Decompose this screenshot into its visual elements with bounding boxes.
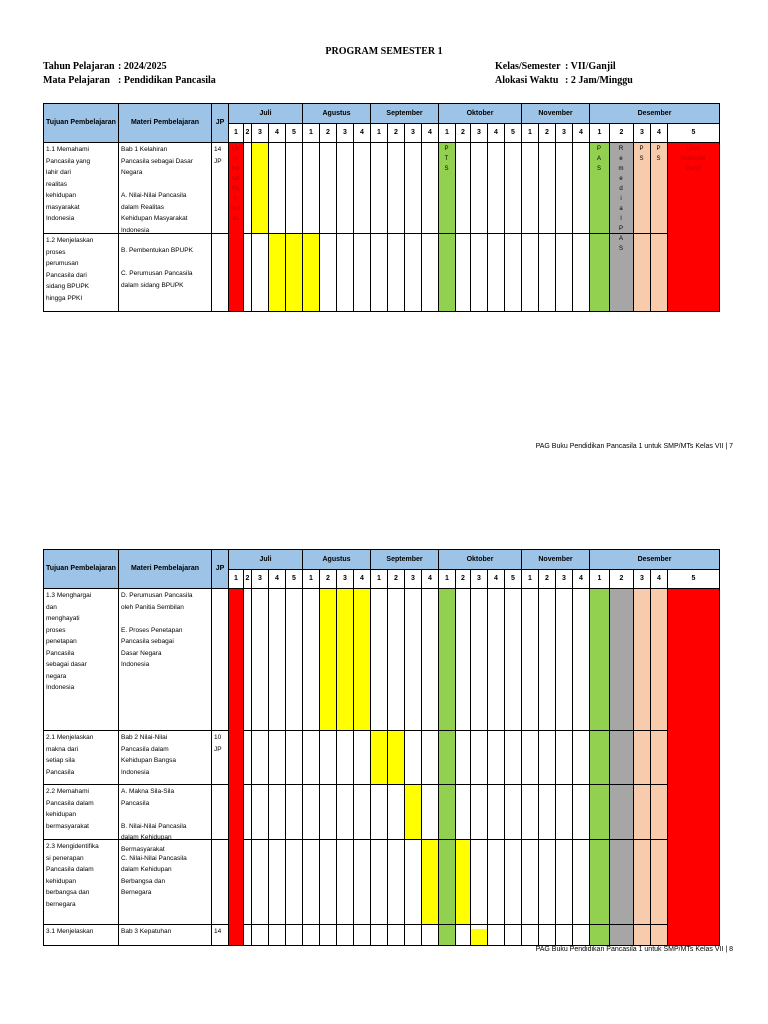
week-header: 1 — [589, 123, 610, 143]
week-header: 4 — [421, 123, 439, 143]
week-header: 4 — [268, 123, 286, 143]
materi-text — [121, 590, 213, 671]
week-header: 1 — [302, 123, 320, 143]
text-line — [121, 257, 213, 269]
week-header: 2 — [387, 123, 405, 143]
week-header: 3 — [470, 123, 488, 143]
month-header-september: September — [370, 549, 439, 570]
label-remedial-pas — [609, 144, 633, 254]
label-char: Ub — [231, 146, 240, 152]
grid-line — [118, 142, 119, 311]
label-char: n — [233, 196, 238, 202]
week-header: 1 — [370, 569, 388, 589]
week-header: 5 — [504, 123, 522, 143]
text-line: 2.1 Menjelaskan — [46, 734, 94, 741]
label-char: Libur — [686, 146, 700, 152]
grid-line — [438, 588, 439, 945]
text-line: Berbangsa dan — [121, 877, 166, 885]
page-footer: PAG Buku Pendidikan Pancasila 1 untuk SMP/MTs Kelas VII | 8 — [535, 946, 733, 953]
week-header: 3 — [555, 123, 573, 143]
text-line: Pancasila yang — [46, 157, 91, 165]
text-line: menghayati — [46, 615, 80, 622]
text-line: makna dari — [46, 745, 79, 753]
month-header-agustus: Agustus — [302, 103, 371, 124]
week-header: 5 — [667, 569, 720, 589]
text-line: proses — [46, 626, 66, 634]
week-header: 1 — [589, 569, 610, 589]
grid-line — [555, 588, 556, 945]
text-line: Bab 3 Kepatuhan — [121, 928, 172, 935]
column-header-jp: JP — [211, 549, 229, 589]
grid-line — [504, 142, 505, 311]
text-line: Kehidupan Masyarakat — [121, 215, 188, 222]
column-header-materi: Materi Pembelajaran — [118, 103, 212, 143]
text-line: 1.1 Memahami — [46, 146, 89, 153]
grid-line — [251, 588, 252, 945]
text-line: Bernegara — [121, 889, 152, 896]
week-header: 3 — [251, 569, 269, 589]
label-char: Ke — [231, 186, 240, 192]
grid-line — [336, 588, 337, 945]
grid-line — [302, 588, 303, 945]
grid-line — [538, 588, 539, 945]
week-header: 4 — [353, 123, 371, 143]
text-line: negara — [46, 672, 67, 680]
label-pas — [589, 144, 609, 174]
label-ps — [633, 144, 650, 164]
text-line: 3.1 Menjelaskan — [46, 928, 94, 935]
grid-line — [404, 588, 405, 945]
text-line: Dasar Negara — [121, 649, 162, 657]
text-line: A. Nilai-Nilai Pancasila — [121, 192, 187, 199]
text-line: 1.3 Menghargai — [46, 592, 92, 599]
tujuan-text — [46, 235, 116, 304]
month-header-november: November — [521, 549, 590, 570]
grid-line — [319, 142, 320, 311]
week-header: 2 — [243, 123, 252, 143]
week-header: 3 — [470, 569, 488, 589]
meta-value: : VII/Ganjil — [565, 61, 616, 72]
label-char: T — [444, 156, 449, 162]
text-line: dan — [46, 603, 57, 611]
grid-line — [538, 142, 539, 311]
text-line: 10 — [214, 734, 222, 741]
text-line: sidang BPUPK — [46, 283, 89, 290]
text-line: 1.2 Menjelaskan — [46, 237, 94, 244]
week-header: 2 — [455, 123, 471, 143]
week-header: 1 — [521, 569, 539, 589]
row-divider — [43, 730, 719, 731]
week-header: 1 — [438, 123, 456, 143]
column-header-materi: Materi Pembelajaran — [118, 549, 212, 589]
text-line: Negara — [121, 169, 143, 176]
tujuan-text — [46, 732, 116, 778]
text-line: C. Nilai-Nilai Pancasila — [121, 854, 187, 862]
grid-line — [555, 142, 556, 311]
text-line: Bab 2 Nilai-Nilai — [121, 734, 168, 741]
text-line: si penerapan — [46, 854, 84, 862]
tujuan-text — [46, 144, 116, 225]
text-line — [121, 841, 213, 853]
grid-line — [589, 588, 590, 945]
label-char: ur — [232, 156, 239, 162]
schedule-table-page-1 — [43, 103, 729, 311]
grid-line — [487, 588, 488, 945]
text-line: JP — [214, 157, 222, 165]
text-line: 14 — [214, 146, 222, 153]
grid-line — [387, 588, 388, 945]
label-char: A — [618, 236, 623, 242]
week-header: 2 — [538, 123, 556, 143]
label-libur-semester — [667, 144, 719, 174]
grid-line — [421, 142, 422, 311]
grid-line — [285, 588, 286, 945]
week-header: 2 — [455, 569, 471, 589]
text-line: dalam Realitas — [121, 203, 164, 211]
week-header: 3 — [555, 569, 573, 589]
grid-line — [470, 588, 471, 945]
grid-line — [302, 142, 303, 311]
jp-text — [214, 732, 229, 755]
week-header: 3 — [251, 123, 269, 143]
meta-label: Tahun Pelajaran — [43, 61, 115, 72]
label-char: a — [619, 206, 623, 212]
text-line: proses — [46, 248, 66, 256]
week-header: 2 — [243, 569, 252, 589]
grid-line — [504, 588, 505, 945]
document-title: PROGRAM SEMESTER 1 — [325, 46, 443, 57]
label-char: Kel — [231, 206, 240, 212]
text-line: dalam Kehidupan — [121, 866, 172, 873]
bar-desember-5 — [667, 589, 720, 945]
month-header-desember: Desember — [589, 103, 720, 124]
month-header-agustus: Agustus — [302, 549, 371, 570]
label-char: e — [619, 176, 623, 182]
tujuan-text — [46, 926, 116, 938]
week-header: 3 — [633, 123, 651, 143]
grid-line — [421, 588, 422, 945]
row-divider — [43, 924, 719, 925]
label-char: S — [656, 156, 661, 162]
grid-line — [633, 588, 634, 945]
grid-line — [319, 588, 320, 945]
meta-value: : 2 Jam/Minggu — [565, 75, 633, 86]
week-header: 3 — [633, 569, 651, 589]
grid-line — [633, 142, 634, 311]
grid-line — [370, 142, 371, 311]
text-line: Pancasila dalam — [121, 745, 169, 753]
month-header-oktober: Oktober — [438, 103, 522, 124]
tujuan-text — [46, 841, 116, 910]
text-line: kehidupan — [46, 811, 76, 818]
text-line: bermasyarakat — [46, 822, 89, 830]
column-header-tujuan: Tujuan Pembelajaran — [43, 549, 119, 589]
label-pts — [438, 144, 455, 174]
grid-line — [650, 588, 651, 945]
text-line: kehidupan — [46, 192, 76, 199]
grid-line — [404, 142, 405, 311]
schedule-table-page-2 — [43, 549, 729, 945]
week-header: 2 — [538, 569, 556, 589]
meta-value: : 2024/2025 — [118, 61, 167, 72]
label-char: P — [639, 146, 644, 152]
text-line: lahir dari — [46, 169, 71, 176]
tujuan-text — [46, 786, 116, 832]
week-header: 1 — [228, 569, 244, 589]
text-line: oleh Panitia Sembilan — [121, 603, 184, 611]
grid-line — [572, 588, 573, 945]
column-header-jp: JP — [211, 103, 229, 143]
week-header: 4 — [650, 569, 668, 589]
text-line — [121, 613, 213, 625]
text-line: D. Perumusan Pancasila — [121, 592, 193, 599]
week-header: 4 — [421, 569, 439, 589]
label-char: P — [618, 226, 623, 232]
text-line: kehidupan — [46, 877, 76, 885]
text-line — [121, 809, 213, 821]
grid-line — [268, 588, 269, 945]
text-line: Indonesia — [46, 215, 75, 222]
jp-text — [214, 144, 229, 167]
text-line: hingga PPKI — [46, 294, 83, 302]
month-header-oktober: Oktober — [438, 549, 522, 570]
grid-line — [487, 142, 488, 311]
jp-text — [214, 926, 229, 938]
week-header: 1 — [370, 123, 388, 143]
label-char: P — [444, 146, 449, 152]
text-line: bernegara — [46, 900, 76, 908]
label-char: d — [619, 186, 623, 192]
text-line — [121, 179, 213, 191]
label-char: P — [656, 146, 661, 152]
week-header: 4 — [572, 569, 590, 589]
text-line: Indonesia — [121, 768, 150, 776]
materi-text — [121, 926, 213, 938]
grid-line — [387, 142, 388, 311]
text-line: masyarakat — [46, 203, 80, 211]
text-line: C. Perumusan Pancasila — [121, 270, 193, 277]
text-line: perumusan — [46, 260, 79, 267]
grid-line — [353, 142, 354, 311]
month-header-november: November — [521, 103, 590, 124]
text-line: Pancasila sebagai — [121, 638, 174, 645]
materi-text — [121, 841, 213, 899]
meta-label: Kelas/Semester — [495, 61, 561, 72]
label-char: P — [596, 146, 601, 152]
label-char: i — [620, 196, 622, 202]
week-header: 4 — [487, 569, 505, 589]
grid-line — [470, 142, 471, 311]
text-line: Pancasila dalam — [46, 866, 94, 873]
week-header: 1 — [302, 569, 320, 589]
grid-line — [285, 142, 286, 311]
grid-line — [353, 588, 354, 945]
text-line: Pancasila — [121, 799, 150, 807]
week-header: 1 — [521, 123, 539, 143]
page-footer: PAG Buku Pendidikan Pancasila 1 untuk SMP/MTs Kelas VII | 7 — [535, 443, 733, 450]
grid-line — [268, 142, 269, 311]
grid-line — [455, 142, 456, 311]
grid-line — [521, 588, 522, 945]
text-line: Pancasila dalam — [46, 799, 94, 807]
bar-juli-1 — [228, 589, 244, 945]
label-char: Semester — [680, 156, 706, 162]
text-line: penetapan — [46, 638, 77, 645]
materi-text — [121, 245, 213, 291]
text-line: setiap sila — [46, 757, 75, 764]
grid-line — [650, 142, 651, 311]
grid-line — [118, 588, 119, 945]
text-line: dalam Kehidupan — [121, 834, 172, 841]
row-divider — [43, 784, 719, 785]
week-header: 1 — [228, 123, 244, 143]
grid-line — [370, 588, 371, 945]
week-header: 2 — [319, 123, 337, 143]
week-header: 1 — [438, 569, 456, 589]
label-ps — [650, 144, 667, 164]
week-header: 3 — [336, 569, 354, 589]
label-char: S — [618, 246, 623, 252]
label-char: Ke — [231, 166, 240, 172]
text-line: A. Makna Sila-Sila — [121, 788, 175, 795]
text-line: 2.2 Memahami — [46, 788, 89, 795]
text-line: Indonesia — [121, 226, 150, 234]
month-header-desember: Desember — [589, 549, 720, 570]
month-header-september: September — [370, 103, 439, 124]
week-header: 5 — [285, 569, 303, 589]
text-line: Pancasila — [46, 649, 75, 657]
text-line: Pancasila dari — [46, 271, 87, 279]
label-char: m — [618, 166, 624, 172]
text-line: Indonesia — [46, 684, 75, 691]
grid-line — [572, 142, 573, 311]
month-header-juli: Juli — [228, 549, 303, 570]
label-char: as — [232, 216, 239, 222]
text-line: sebagai dasar — [46, 661, 87, 668]
materi-text — [121, 732, 213, 778]
header-left — [43, 60, 216, 88]
week-header: 3 — [404, 123, 422, 143]
text-line: Pancasila — [46, 768, 75, 776]
text-line: Indonesia — [121, 661, 150, 668]
label-ubur-kenal-kelas — [228, 144, 243, 224]
text-line: B. Nilai-Nilai Pancasila — [121, 822, 187, 830]
label-char: e — [619, 156, 623, 162]
text-line: JP — [214, 745, 222, 753]
text-line: dalam sidang BPUPK — [121, 281, 184, 289]
text-line: Bermasyarakat — [121, 845, 165, 853]
materi-text — [121, 144, 213, 236]
label-char: nal — [231, 176, 240, 182]
week-header: 4 — [353, 569, 371, 589]
column-header-tujuan: Tujuan Pembelajaran — [43, 103, 119, 143]
week-header: 4 — [650, 123, 668, 143]
week-header: 3 — [404, 569, 422, 589]
week-header: 2 — [319, 569, 337, 589]
text-line: Bab 1 Kelahiran — [121, 146, 168, 153]
tujuan-text — [46, 590, 116, 694]
text-line: Pancasila sebagai Dasar — [121, 157, 193, 165]
label-char: S — [639, 156, 644, 162]
label-char: S — [444, 166, 449, 172]
week-header: 4 — [572, 123, 590, 143]
week-header: 5 — [285, 123, 303, 143]
label-char: R — [618, 146, 624, 152]
meta-label: Alokasi Waktu — [495, 75, 559, 86]
label-char: A — [596, 156, 601, 162]
week-header: 5 — [667, 123, 720, 143]
text-line: berbangsa dan — [46, 889, 90, 896]
label-char: Ganjil — [685, 166, 701, 172]
text-line: B. Pembentukan BPUPK — [121, 247, 193, 254]
week-header: 4 — [268, 569, 286, 589]
month-header-juli: Juli — [228, 103, 303, 124]
text-line: realitas — [46, 180, 67, 188]
week-header: 2 — [387, 569, 405, 589]
text-line: 14 — [214, 928, 222, 935]
meta-value: : Pendidikan Pancasila — [118, 75, 216, 86]
grid-line — [336, 142, 337, 311]
week-header: 3 — [336, 123, 354, 143]
week-header: 2 — [609, 569, 634, 589]
text-line: 2.3 Mengidentifika — [46, 843, 99, 850]
label-char: S — [596, 166, 601, 172]
text-line: Kehidupan Bangsa — [121, 757, 176, 764]
grid-line — [609, 588, 610, 945]
text-line: E. Proses Penetapan — [121, 626, 183, 634]
label-char: l — [620, 216, 622, 222]
grid-line — [251, 142, 252, 311]
header-right — [495, 60, 633, 88]
grid-line — [521, 142, 522, 311]
week-header: 4 — [487, 123, 505, 143]
week-header: 5 — [504, 569, 522, 589]
grid-line — [455, 588, 456, 945]
week-header: 2 — [609, 123, 634, 143]
meta-label: Mata Pelajaran — [43, 75, 110, 86]
